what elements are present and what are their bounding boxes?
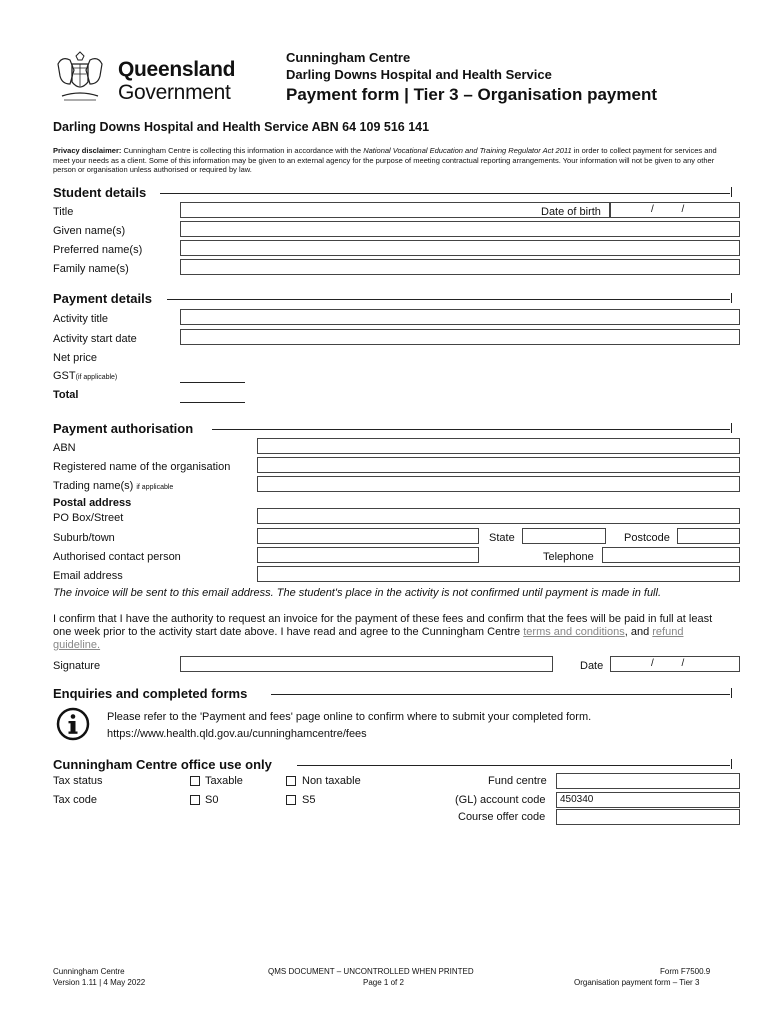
s0-checkbox[interactable] — [190, 795, 200, 805]
dob-label: Date of birth — [541, 206, 601, 218]
po-box-field[interactable] — [257, 508, 740, 524]
gl-account-label: (GL) account code — [455, 794, 546, 806]
email-label: Email address — [53, 570, 123, 582]
section-rule — [167, 299, 730, 300]
dob-slashes: / / — [651, 204, 685, 215]
telephone-field[interactable] — [602, 547, 740, 563]
activity-start-label: Activity start date — [53, 333, 137, 345]
trading-note: if applicable — [136, 484, 174, 491]
email-field[interactable] — [257, 566, 740, 582]
state-field[interactable] — [522, 528, 606, 544]
po-box-label: PO Box/Street — [53, 512, 124, 524]
privacy-text-a: Cunningham Centre is collecting this information in accordance with the — [121, 146, 364, 155]
confirm-statement — [53, 613, 733, 652]
contact-person-label: Authorised contact person — [53, 551, 181, 563]
abn-field[interactable] — [257, 438, 740, 454]
activity-title-label: Activity title — [53, 313, 109, 325]
taxable-checkbox[interactable] — [190, 776, 200, 786]
abn-label: ABN — [53, 442, 76, 454]
fund-centre-field[interactable] — [556, 773, 740, 789]
suburb-field[interactable] — [257, 528, 479, 544]
total-label: Total — [53, 389, 79, 401]
confirm-text-a: I confirm that I have the authority to request an invoice for the payment of these fees and confirm that the fees will be paid in full at least one week prior to the activity start date above. I have read and agree to the Cunningham Centre — [53, 613, 713, 638]
confirm-text-b: , and — [624, 626, 653, 638]
terms-link[interactable]: terms and conditions — [523, 626, 625, 638]
date-field[interactable] — [610, 656, 740, 672]
contact-person-field[interactable] — [257, 547, 479, 563]
dob-field[interactable] — [610, 202, 740, 218]
activity-title-field[interactable] — [180, 309, 740, 325]
non-taxable-label: Non taxable — [302, 775, 361, 787]
net-price-label: Net price — [53, 352, 98, 364]
preferred-name-field[interactable] — [180, 240, 740, 256]
telephone-label: Telephone — [543, 551, 594, 563]
logo-queensland: Queensland — [118, 58, 236, 81]
coat-of-arms-icon — [52, 50, 108, 106]
student-details-heading: Student details — [53, 185, 147, 200]
title-label: Title — [53, 206, 74, 218]
family-name-label: Family name(s) — [53, 263, 129, 275]
non-taxable-checkbox[interactable] — [286, 776, 296, 786]
state-label: State — [489, 532, 515, 544]
section-rule — [160, 193, 730, 194]
privacy-disclaimer — [53, 146, 733, 175]
section-rule — [212, 429, 730, 430]
privacy-text-b: in order to collect payment for services and meet your needs as a client. Some of this information may be given to an external agency for the purpose of meeting contractual reporting arrangements. Your information will not be given to any other person or organisation unless authorised or required by law. — [53, 146, 717, 174]
gl-account-value: 450340 — [560, 794, 594, 805]
trading-name-label — [53, 480, 173, 494]
section-rule-end — [731, 759, 732, 769]
enquiries-heading: Enquiries and completed forms — [53, 686, 248, 701]
enquiries-url[interactable]: https://www.health.qld.gov.au/cunninghamcentre/fees — [107, 728, 367, 740]
course-offer-field[interactable] — [556, 809, 740, 825]
s5-label: S5 — [302, 794, 316, 806]
fund-centre-label: Fund centre — [488, 775, 547, 787]
privacy-label: Privacy disclaimer: — [53, 146, 122, 155]
footer-mid-1: QMS DOCUMENT – UNCONTROLLED WHEN PRINTED — [268, 967, 474, 976]
gst-note: (if applicable) — [75, 374, 118, 381]
gst-text: GST — [53, 370, 76, 382]
enquiries-text: Please refer to the 'Payment and fees' page online to confirm where to submit your completed form. — [107, 711, 592, 723]
section-rule — [297, 765, 730, 766]
tax-code-label: Tax code — [53, 794, 98, 806]
footer-right-1: Form F7500.9 — [660, 967, 711, 976]
preferred-name-label: Preferred name(s) — [53, 244, 143, 256]
date-label: Date — [580, 660, 604, 672]
taxable-label: Taxable — [205, 775, 243, 787]
given-name-field[interactable] — [180, 221, 740, 237]
trading-name-field[interactable] — [257, 476, 740, 492]
footer-mid-2: Page 1 of 2 — [363, 978, 404, 987]
section-rule — [271, 694, 730, 695]
refund-link[interactable]: refund guideline. — [53, 626, 684, 651]
office-use-heading: Cunningham Centre office use only — [53, 757, 272, 772]
registered-name-label: Registered name of the organisation — [53, 461, 231, 473]
given-name-label: Given name(s) — [53, 225, 126, 237]
postal-address-label: Postal address — [53, 497, 132, 509]
header-centre: Cunningham Centre — [286, 50, 411, 65]
page-title: Payment form | Tier 3 – Organisation payment — [286, 85, 657, 104]
date-slashes: / / — [651, 658, 685, 669]
header-service: Darling Downs Hospital and Health Service — [286, 67, 552, 82]
trading-text: Trading name(s) — [53, 480, 134, 492]
payment-details-heading: Payment details — [53, 291, 152, 306]
footer-left-2: Version 1.11 | 4 May 2022 — [53, 978, 146, 987]
activity-start-field[interactable] — [180, 329, 740, 345]
gst-line[interactable] — [180, 382, 245, 383]
logo-government: Government — [118, 81, 231, 104]
course-offer-label: Course offer code — [458, 811, 546, 823]
gl-account-field[interactable] — [556, 792, 740, 808]
qld-government-logo — [52, 50, 236, 106]
signature-field[interactable] — [180, 656, 553, 672]
registered-name-field[interactable] — [257, 457, 740, 473]
suburb-label: Suburb/town — [53, 532, 115, 544]
invoice-note: The invoice will be sent to this email address. The student's place in the activity is not confirmed until payment is made in full. — [53, 587, 662, 599]
section-rule-end — [731, 293, 732, 303]
signature-label: Signature — [53, 660, 101, 672]
s5-checkbox[interactable] — [286, 795, 296, 805]
abn-heading: Darling Downs Hospital and Health Service ABN 64 109 516 141 — [53, 120, 430, 134]
s0-label: S0 — [205, 794, 219, 806]
section-rule-end — [731, 423, 732, 433]
postcode-label: Postcode — [624, 532, 670, 544]
section-rule-end — [731, 688, 732, 698]
payment-authorisation-heading: Payment authorisation — [53, 421, 194, 436]
info-icon — [56, 707, 90, 741]
family-name-field[interactable] — [180, 259, 740, 275]
privacy-act: National Vocational Education and Training Regulator Act 2011 — [363, 146, 572, 155]
footer-right-2: Organisation payment form – Tier 3 — [574, 978, 700, 987]
tax-status-label: Tax status — [53, 775, 103, 787]
footer-left-1: Cunningham Centre — [53, 967, 125, 976]
total-line[interactable] — [180, 402, 245, 403]
postcode-field[interactable] — [677, 528, 740, 544]
section-rule-end — [731, 187, 732, 197]
gst-label — [53, 370, 117, 384]
